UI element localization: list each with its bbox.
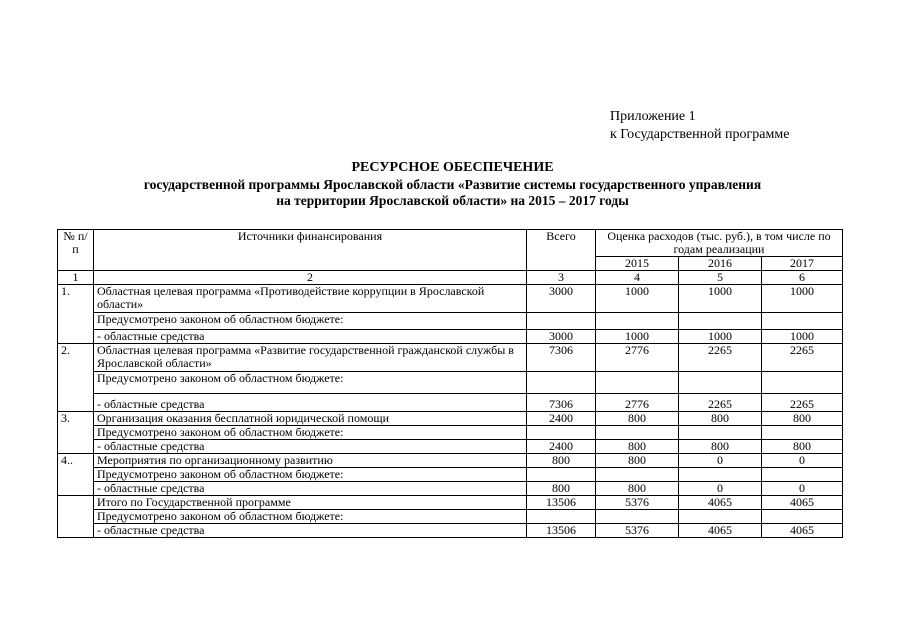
total-cell: 13506 bbox=[527, 496, 596, 510]
funds-2016-cell: 4065 bbox=[679, 524, 762, 538]
title-line-2: государственной программы Ярославской области «Развитие системы государственного управления bbox=[143, 177, 762, 192]
program-name: Областная целевая программа «Противодействие коррупции в Ярославской области» bbox=[94, 285, 527, 313]
funds-total-cell: 7306 bbox=[527, 394, 596, 412]
year-2015-cell: 1000 bbox=[596, 285, 679, 313]
title-main: РЕСУРСНОЕ ОБЕСПЕЧЕНИЕ bbox=[351, 160, 554, 175]
header-year-2017: 2017 bbox=[762, 257, 843, 271]
year-2017-cell: 2265 bbox=[762, 344, 843, 372]
law-label: Предусмотрено законом об областном бюджете: bbox=[94, 510, 527, 524]
funds-2016-cell: 2265 bbox=[679, 394, 762, 412]
colnum: 5 bbox=[679, 271, 762, 285]
funds-label: - областные средства bbox=[94, 330, 527, 344]
funds-label: - областные средства bbox=[94, 524, 527, 538]
year-2017-cell: 800 bbox=[762, 412, 843, 426]
year-2017-cell: 4065 bbox=[762, 496, 843, 510]
law-row bbox=[58, 313, 843, 330]
program-row bbox=[58, 454, 843, 468]
year-2015-cell: 5376 bbox=[596, 496, 679, 510]
year-2015-cell: 2776 bbox=[596, 344, 679, 372]
year-2015-cell: 800 bbox=[596, 454, 679, 468]
row-num: 4.. bbox=[58, 454, 94, 496]
law-row bbox=[58, 510, 843, 524]
year-2015-cell: 800 bbox=[596, 412, 679, 426]
header-source: Источники финансирования bbox=[94, 230, 527, 271]
law-label: Предусмотрено законом об областном бюджете: bbox=[94, 468, 527, 482]
colnum: 2 bbox=[94, 271, 527, 285]
appendix-note bbox=[610, 108, 789, 144]
row-num: 3. bbox=[58, 412, 94, 454]
column-number-row bbox=[58, 271, 843, 285]
total-program-row bbox=[58, 496, 843, 510]
resource-table bbox=[57, 229, 843, 538]
funds-2016-cell: 0 bbox=[679, 482, 762, 496]
header-year-2016: 2016 bbox=[679, 257, 762, 271]
colnum: 3 bbox=[527, 271, 596, 285]
funds-2015-cell: 800 bbox=[596, 482, 679, 496]
funds-2017-cell: 800 bbox=[762, 440, 843, 454]
title-line-3: на территории Ярославской области» на 2015 – 2017 годы bbox=[276, 193, 629, 208]
funds-row bbox=[58, 394, 843, 412]
funds-row bbox=[58, 482, 843, 496]
funds-total-cell: 13506 bbox=[527, 524, 596, 538]
law-label: Предусмотрено законом об областном бюджете: bbox=[94, 372, 527, 394]
law-row bbox=[58, 372, 843, 394]
header-year-2015: 2015 bbox=[596, 257, 679, 271]
document-title bbox=[0, 160, 905, 209]
header-num: № п/п bbox=[58, 230, 94, 271]
funds-row bbox=[58, 330, 843, 344]
law-row bbox=[58, 468, 843, 482]
funds-label: - областные средства bbox=[94, 394, 527, 412]
year-2016-cell: 1000 bbox=[679, 285, 762, 313]
colnum: 4 bbox=[596, 271, 679, 285]
funds-total-cell: 3000 bbox=[527, 330, 596, 344]
funds-2016-cell: 1000 bbox=[679, 330, 762, 344]
funds-label: - областные средства bbox=[94, 440, 527, 454]
funds-total-cell: 800 bbox=[527, 482, 596, 496]
program-name: Организация оказания бесплатной юридической помощи bbox=[94, 412, 527, 426]
year-2016-cell: 800 bbox=[679, 412, 762, 426]
total-cell: 2400 bbox=[527, 412, 596, 426]
funds-2017-cell: 4065 bbox=[762, 524, 843, 538]
header-estimate: Оценка расходов (тыс. руб.), в том числе по годам реализации bbox=[596, 230, 843, 257]
appendix-line-2: к Государственной программе bbox=[610, 127, 790, 142]
header-total: Всего bbox=[527, 230, 596, 271]
year-2017-cell: 0 bbox=[762, 454, 843, 468]
law-row bbox=[58, 426, 843, 440]
program-row bbox=[58, 285, 843, 313]
law-label: Предусмотрено законом об областном бюджете: bbox=[94, 426, 527, 440]
row-num: 1. bbox=[58, 285, 94, 344]
program-row bbox=[58, 344, 843, 372]
funds-2015-cell: 2776 bbox=[596, 394, 679, 412]
total-cell: 800 bbox=[527, 454, 596, 468]
program-name: Областная целевая программа «Развитие государственной гражданской службы в Ярославской области» bbox=[94, 344, 527, 372]
row-num: 2. bbox=[58, 344, 94, 412]
colnum: 6 bbox=[762, 271, 843, 285]
total-cell: 3000 bbox=[527, 285, 596, 313]
funds-2015-cell: 5376 bbox=[596, 524, 679, 538]
funds-label: - областные средства bbox=[94, 482, 527, 496]
funds-2016-cell: 800 bbox=[679, 440, 762, 454]
law-label: Предусмотрено законом об областном бюджете: bbox=[94, 313, 527, 330]
appendix-line-1: Приложение 1 bbox=[610, 109, 696, 124]
total-cell: 7306 bbox=[527, 344, 596, 372]
header-row bbox=[58, 230, 843, 257]
funds-2015-cell: 1000 bbox=[596, 330, 679, 344]
funds-2017-cell: 0 bbox=[762, 482, 843, 496]
funds-2017-cell: 1000 bbox=[762, 330, 843, 344]
funds-row bbox=[58, 524, 843, 538]
row-num bbox=[58, 496, 94, 538]
program-name: Итого по Государственной программе bbox=[94, 496, 527, 510]
year-2016-cell: 0 bbox=[679, 454, 762, 468]
funds-2015-cell: 800 bbox=[596, 440, 679, 454]
program-name: Мероприятия по организационному развитию bbox=[94, 454, 527, 468]
year-2016-cell: 4065 bbox=[679, 496, 762, 510]
colnum: 1 bbox=[58, 271, 94, 285]
funds-row bbox=[58, 440, 843, 454]
funds-total-cell: 2400 bbox=[527, 440, 596, 454]
funds-2017-cell: 2265 bbox=[762, 394, 843, 412]
year-2016-cell: 2265 bbox=[679, 344, 762, 372]
program-row bbox=[58, 412, 843, 426]
year-2017-cell: 1000 bbox=[762, 285, 843, 313]
